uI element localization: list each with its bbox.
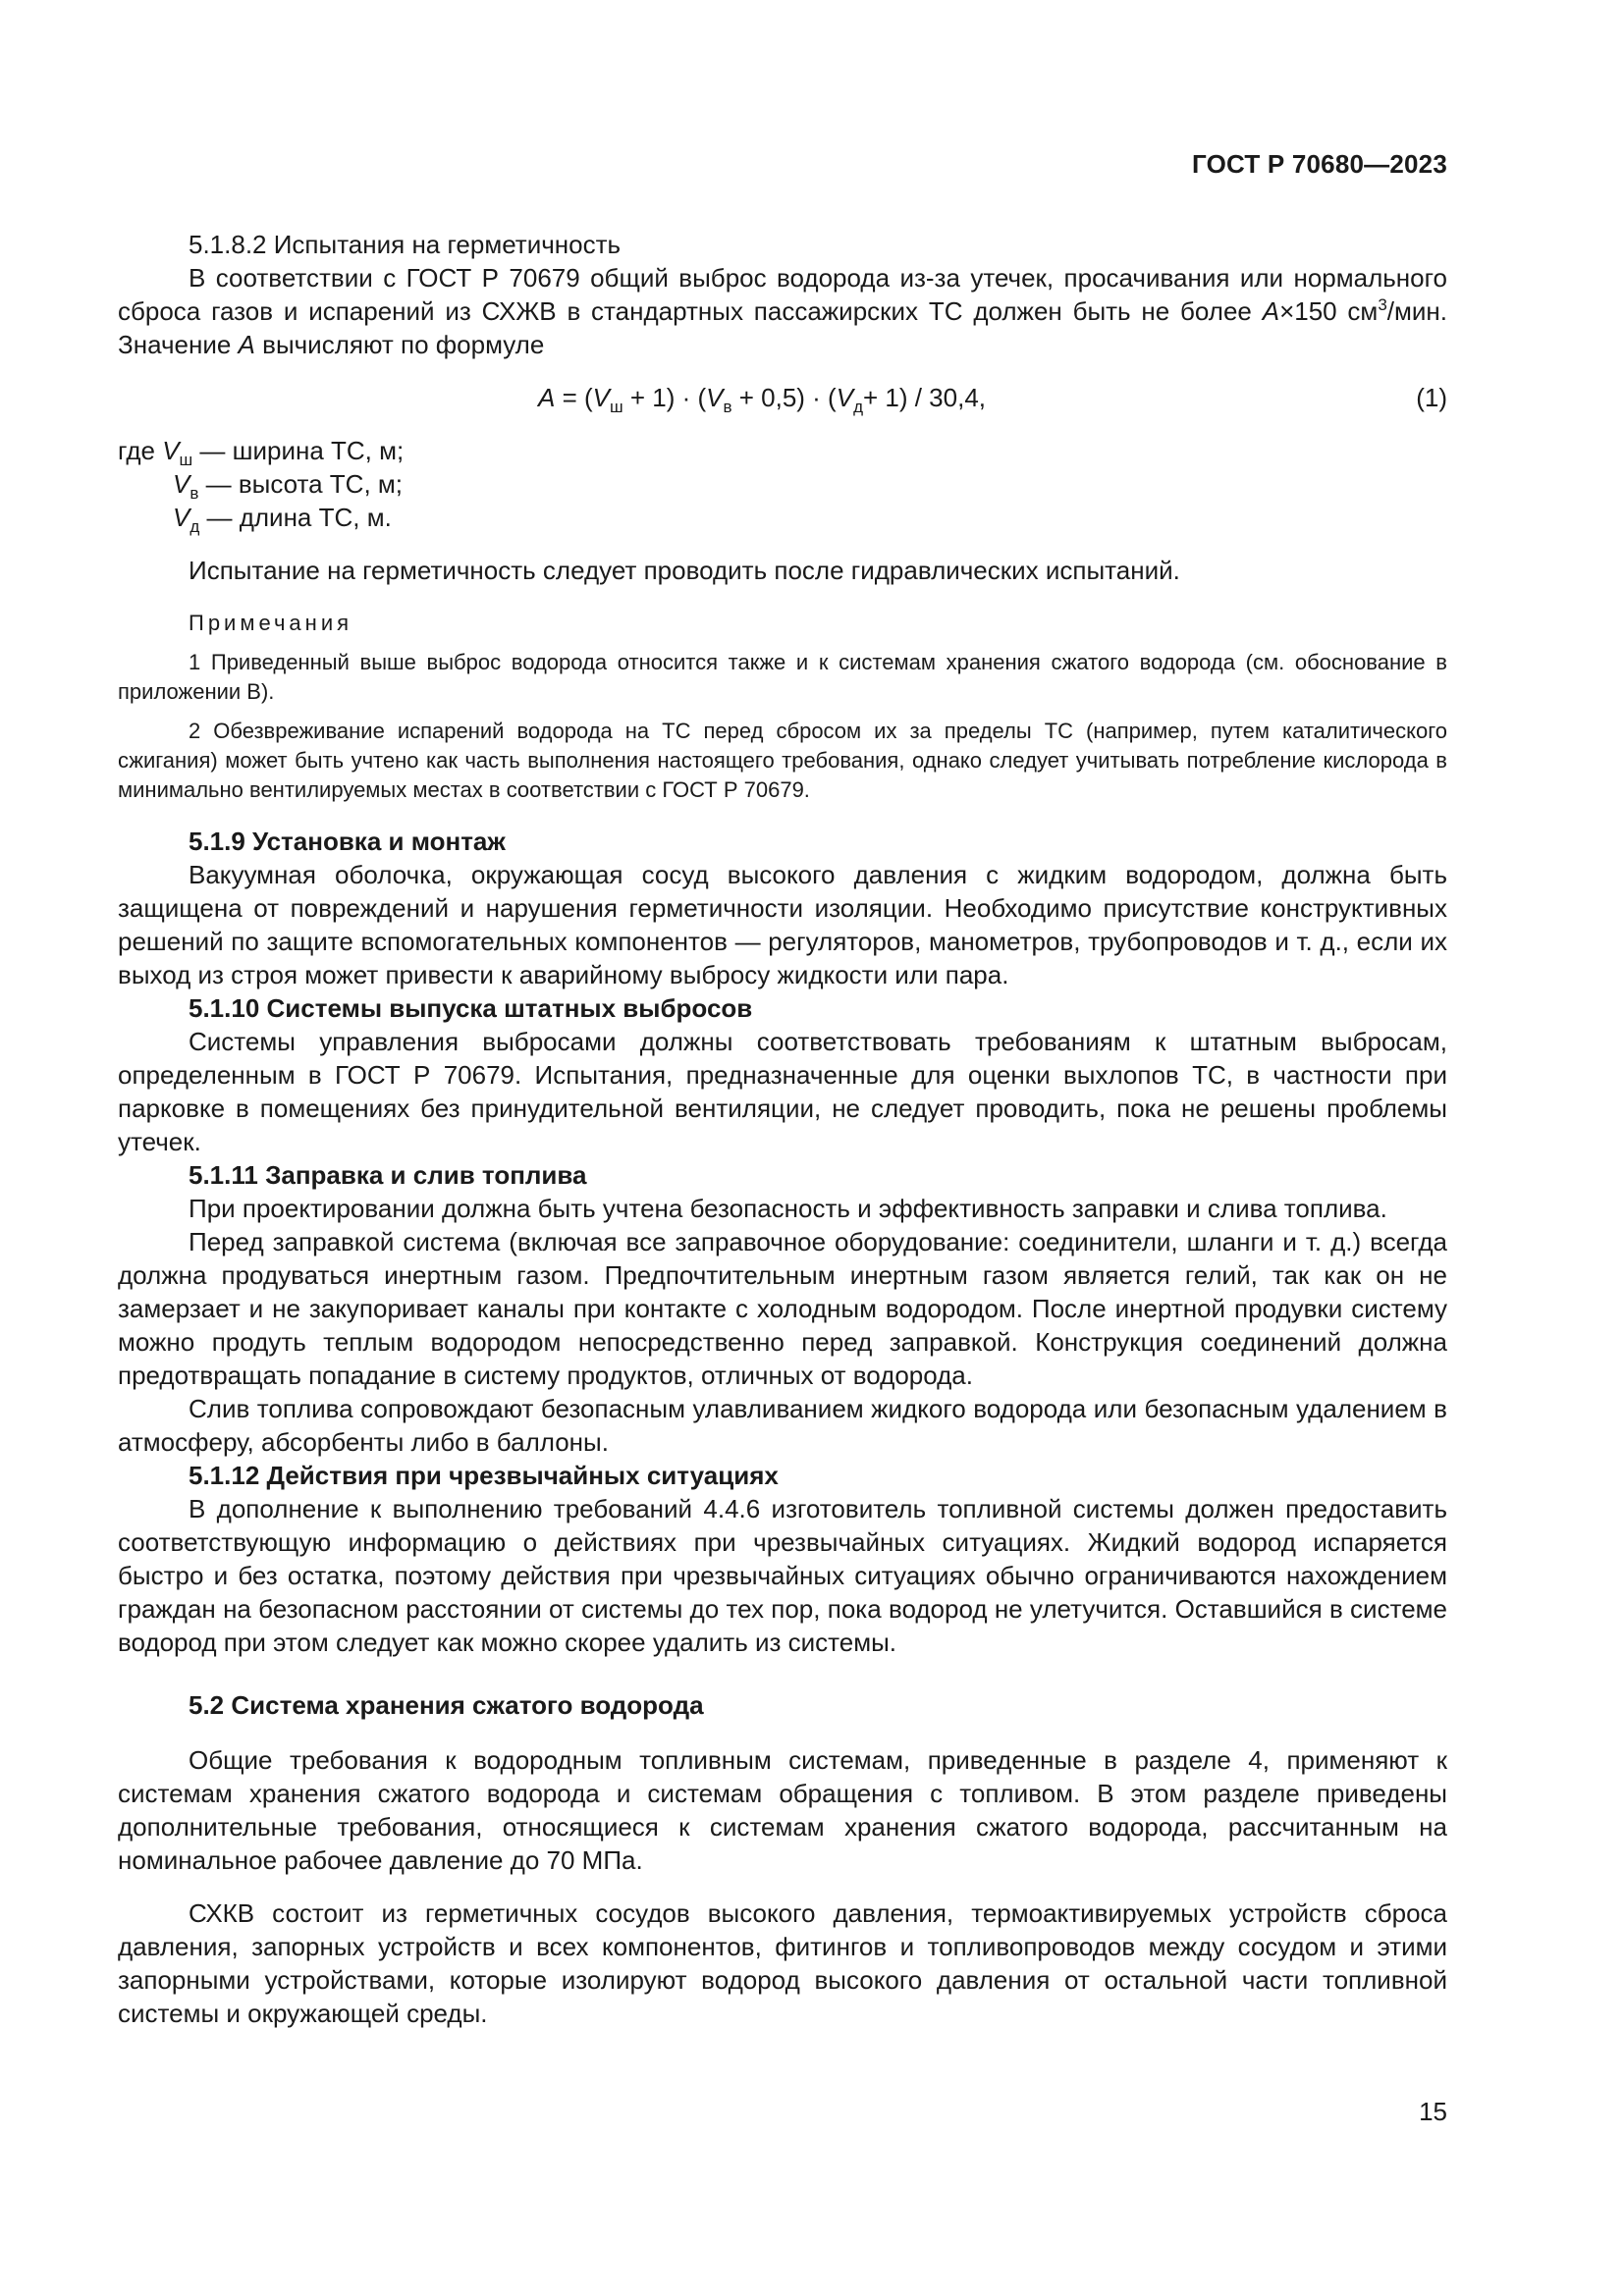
notes-title: Примечания <box>189 611 353 635</box>
page-content <box>118 228 1447 2030</box>
section-5-1-11-paragraph-1: При проектировании должна быть учтена безопасность и эффективность заправки и слива топлива. <box>189 1194 1387 1223</box>
legend-length: $V_д$ — длина ТС, м. <box>173 503 392 536</box>
section-5-1-11-heading: 5.1.11 Заправка и слив топлива <box>189 1160 587 1190</box>
formula-legend <box>118 434 1447 534</box>
section-5-1-12-heading: 5.1.12 Действия при чрезвычайных ситуациях <box>189 1461 779 1490</box>
legend-width: где $V_ш$ — ширина ТС, м; <box>118 436 405 469</box>
section-5-2-heading: 5.2 Система хранения сжатого водорода <box>189 1690 704 1720</box>
section-5-1-9-paragraph: Вакуумная оболочка, окружающая сосуд высокого давления с жидким водородом, должна быть защищена от повреждений и нарушения герметичности изоляции. Необходимо присутствие конструктивных решений по защите вспомогательных компонентов — регуляторов, манометров, трубопроводов и т. д., если их выход из строя может привести к аварийному выбросу жидкости или пара. <box>118 860 1447 989</box>
legend-height: $V_в$ — высота ТС, м; <box>173 469 404 503</box>
page-number: 15 <box>1419 2097 1447 2126</box>
formula-expression: $А = (V_ш + 1) \cdot (V_в + 0,5) \cdot (V_д+ 1) / 30,4$, <box>538 383 987 416</box>
note-1: 1 Приведенный выше выброс водорода относится также и к системам хранения сжатого водорода (см. обоснование в приложении В). <box>118 650 1447 704</box>
standard-header: ГОСТ Р 70680—2023 <box>1192 149 1447 179</box>
section-5-2-paragraph-1: Общие требования к водородным топливным системам, приведенные в разделе 4, применяют к системам хранения сжатого водорода и системам обращения с топливом. В этом разделе приведены дополнительные требования, относящиеся к системам хранения сжатого водорода, рассчитанным на номинальное рабочее давление до 70 МПа. <box>118 1745 1447 1875</box>
section-5-1-9-heading: 5.1.9 Установка и монтаж <box>189 827 506 856</box>
formula-number: (1) <box>1416 383 1447 412</box>
section-5-1-11-paragraph-2: Перед заправкой система (включая все заправочное оборудование: соединители, шланги и т. д.) всегда должна продуваться инертным газом. Предпочтительным инертным газом является гелий, так как он не замерзает и не закупоривает каналы при контакте с холодным водородом. После инертной продувки систему можно продуть теплым водородом непосредственно перед заправкой. Конструкция соединений должна предотвращать попадание в систему продуктов, отличных от водорода. <box>118 1227 1447 1390</box>
section-5-2-paragraph-2: СХКВ состоит из герметичных сосудов высокого давления, термоактивируемых устройств сброса давления, запорных устройств и всех компонентов, фитингов и топливопроводов между сосудом и этими запорными устройствами, которые изолируют водород высокого давления от остальной части топливной системы и окружающей среды. <box>118 1898 1447 2028</box>
section-5-1-10-paragraph: Системы управления выбросами должны соответствовать требованиям к штатным выбросам, определенным в ГОСТ Р 70679. Испытания, предназначенные для оценки выхлопов ТС, в частности при парковке в помещениях без принудительной вентиляции, не следует проводить, пока не решены проблемы утечек. <box>118 1027 1447 1156</box>
test-order-paragraph: Испытание на герметичность следует проводить после гидравлических испытаний. <box>189 556 1180 585</box>
section-5-1-10-heading: 5.1.10 Системы выпуска штатных выбросов <box>189 993 753 1023</box>
note-2: 2 Обезвреживание испарений водорода на ТС перед сбросом их за пределы ТС (например, путем каталитического сжигания) может быть учтено как часть выполнения настоящего требования, однако следует учитывать потребление кислорода в минимально вентилируемых местах в соответствии с ГОСТ Р 70679. <box>118 719 1447 802</box>
section-5-1-12-paragraph: В дополнение к выполнению требований 4.4.6 изготовитель топливной системы должен предоставить соответствующую информацию о действиях при чрезвычайных ситуациях. Жидкий водород испаряется быстро и без остатка, поэтому действия при чрезвычайных ситуациях обычно ограничиваются нахождением граждан на безопасном расстоянии от системы до тех пор, пока водород не улетучится. Оставшийся в системе водород при этом следует как можно скорее удалить из системы. <box>118 1494 1447 1657</box>
section-5-1-8-2-heading: 5.1.8.2 Испытания на герметичность <box>189 230 622 259</box>
section-5-1-11-paragraph-3: Слив топлива сопровождают безопасным улавливанием жидкого водорода или безопасным удалением в атмосферу, абсорбенты либо в баллоны. <box>118 1394 1447 1457</box>
notes-block <box>118 609 1447 805</box>
formula-1 <box>118 375 1447 422</box>
section-5-1-8-2-text: В соответствии с ГОСТ Р 70679 общий выброс водорода из-за утечек, просачивания или нормального сброса газов и испарений из СХЖВ в стандартных пассажирских ТС должен быть не более А×150 $см^3$/мин. Значение А вычисляют по формуле <box>118 263 1447 359</box>
